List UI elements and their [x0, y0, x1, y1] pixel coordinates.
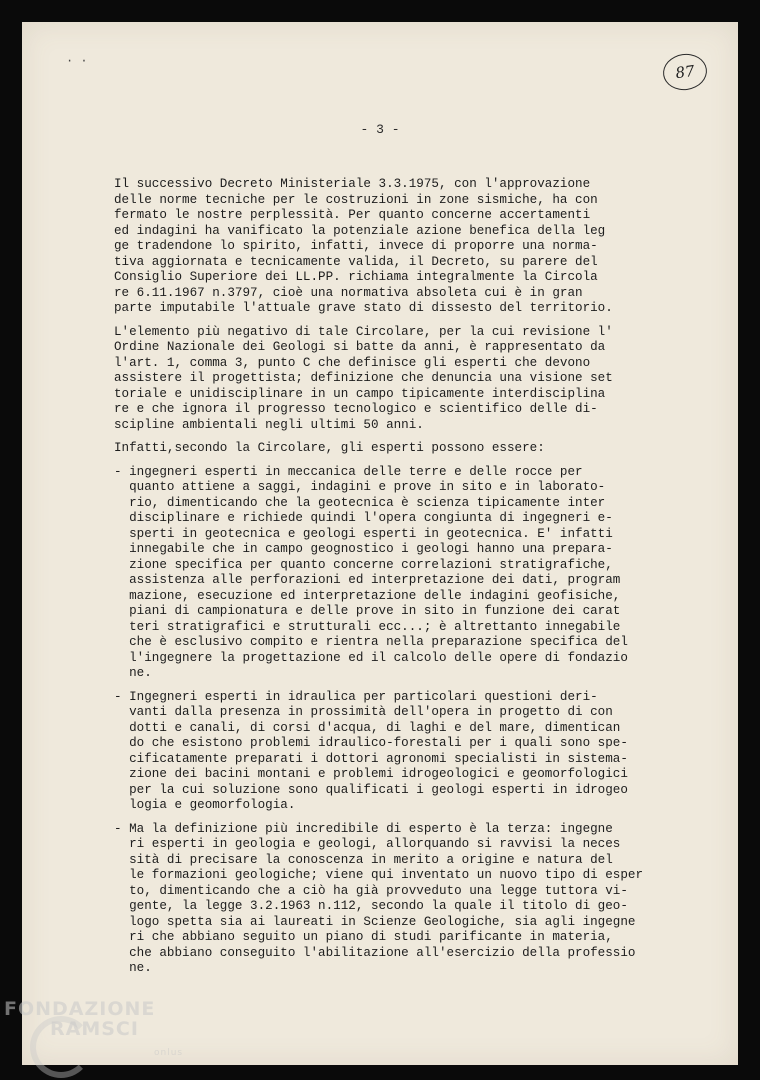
- watermark-suffix: onlus: [154, 1048, 184, 1058]
- page-number: - 3 -: [360, 122, 400, 137]
- list-item: - Ingegneri esperti in idraulica per particolari questioni deri- vanti dalla presenza in prossimità dell'opera in progetto di con dotti e canali, di corsi d'acqua, di laghi e del mare, dimentican do che esistono problemi idraulico-forestali per i quali sono spe- cificatamente preparati i dottori agronomi specialisti in sistema- zione dei bacini montani e problemi idrogeologici e geomorfologici per la cui soluzione sono qualificati i geologi esperti in idrogeo logia e geomorfologia.: [114, 689, 628, 812]
- archive-number-stamp: 87: [661, 51, 710, 93]
- list-item: - Ma la definizione più incredibile di esperto è la terza: ingegne ri esperti in geologia e geologi, allorquando si ravvisi la neces sità di precisare la conoscenza in merito a origine e natura del le formazioni geologiche; viene qui inventato un nuovo tipo di esper to, dimenticando che a ciò ha già provveduto una legge tuttora vi- gente, la legge 3.2.1963 n.112, secondo la quale il titolo di geo- logo spetta sia ai laureati in Scienze Geologiche, sia agli ingegne ri che abbiano seguito un piano di studi parificante in materia, che abbiano conseguito l'abilitazione all'esercizio della professio ne.: [114, 821, 644, 975]
- document-body: [114, 177, 704, 985]
- gramsci-g-logo-icon: [30, 1016, 92, 1078]
- document-page: [22, 22, 738, 1065]
- paragraph-2: L'elemento più negativo di tale Circolare, per la cui revisione l' Ordine Nazionale dei Geologi si batte da anni, è rappresentato da l'art. 1, comma 3, punto C che definisce gli esperti che devono assistere il progettista; definizione che denuncia una visione set toriale e unidisciplinare in un campo tipicamente interdisciplina re e che ignora il progresso tecnologico e scientifico delle di- scipline ambientali negli ultimi 50 anni.: [114, 324, 613, 432]
- watermark-line2: RAMSCI: [50, 1018, 139, 1040]
- watermark-logo: [4, 998, 184, 1058]
- paragraph-1: Il successivo Decreto Ministeriale 3.3.1975, con l'approvazione delle norme tecniche per le costruzioni in zone sismiche, ha con fermato le nostre perplessità. Per quanto concerne accertamenti ed indagini ha vanificato la potenziale azione benefica della leg ge tradendone lo spirito, infatti, invece di proporre una norma- tiva aggiornata e tecnicamente valida, il Decreto, su parere del Consiglio Superiore dei LL.PP. richiama integralmente la Circola re 6.11.1967 n.3797, cioè una normativa absoleta cui è in gran parte imputabile l'attuale grave stato di dissesto del territorio.: [114, 177, 613, 315]
- watermark-line1: FONDAZIONE: [4, 998, 156, 1020]
- corner-mark: · ·: [66, 54, 88, 68]
- list-item: - ingegneri esperti in meccanica delle terre e delle rocce per quanto attiene a saggi, indagini e prove in sito e in laborato- rio, dimenticando che la geotecnica è scienza tipicamente inter disciplinare e richiede quindi l'opera congiunta di ingegneri e- sperti in geotecnica e geologi esperti in geotecnica. E' infatti innegabile che in campo geognostico i geologi hanno una prepara- zione specifica per quanto concerne correlazioni stratigrafiche, assistenza alle perforazioni ed interpretazione dei dati, program mazione, esecuzione ed interpretazione delle indagini geofisiche, piani di campionatura e delle prove in sito in funzione dei carat teri stratigrafici e strutturali ecc...; è altrettanto innegabile che è esclusivo compito e rientra nella preparazione specifica del l'ingegnere la progettazione ed il calcolo delle opere di fondazio ne.: [114, 464, 628, 680]
- experts-list: [114, 465, 704, 977]
- paragraph-3: Infatti,secondo la Circolare, gli esperti possono essere:: [114, 441, 545, 455]
